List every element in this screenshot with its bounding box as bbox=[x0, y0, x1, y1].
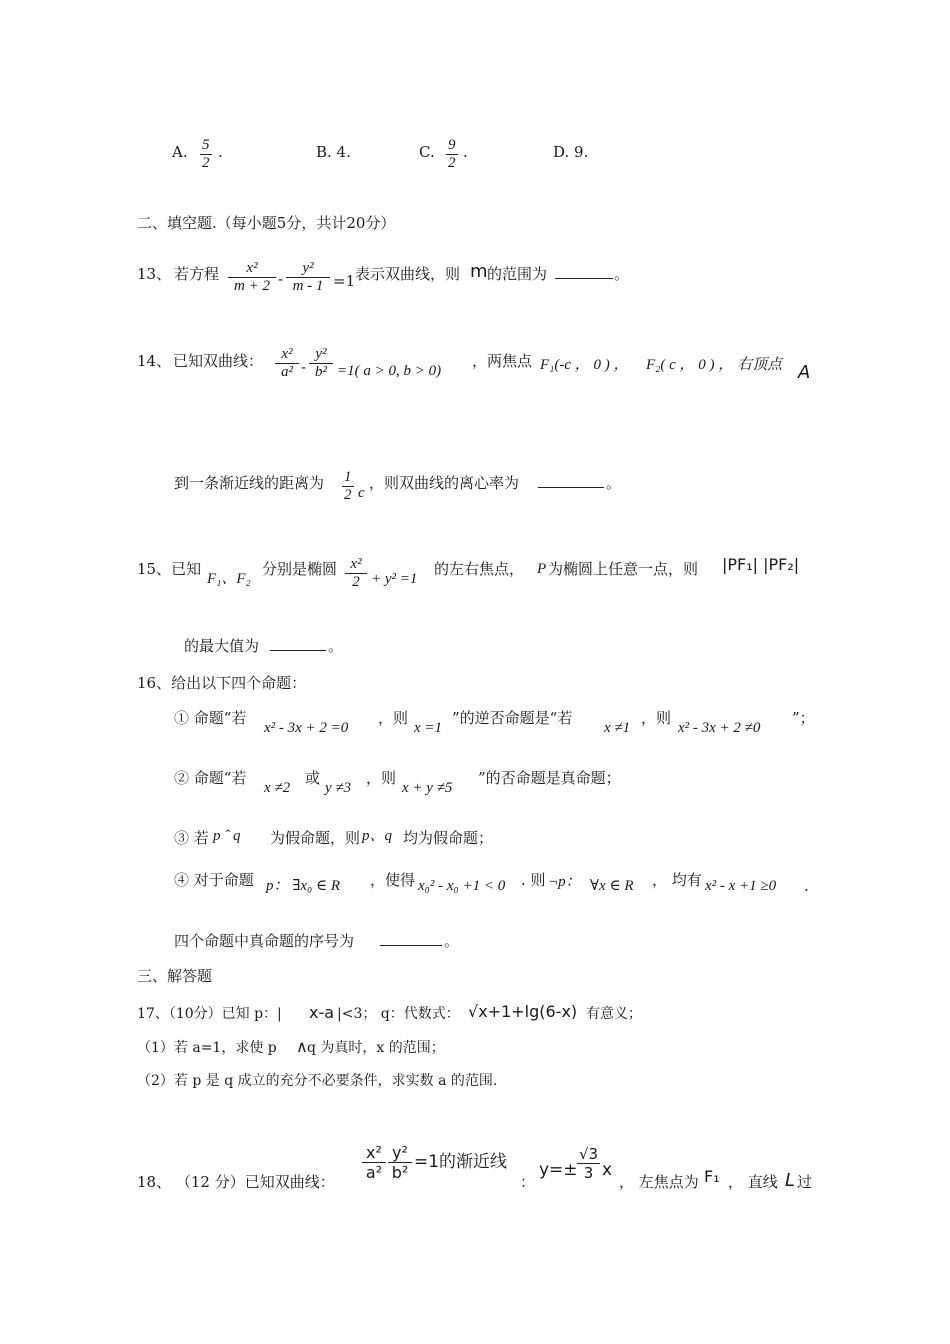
q13-post: 表示双曲线，则 bbox=[355, 265, 461, 283]
q16-item3-end: 均为假命题； bbox=[403, 829, 494, 847]
q18-asym-den: 3 bbox=[583, 1164, 594, 1182]
q18-frac2-den: b² bbox=[391, 1163, 409, 1182]
q17-expression: √x+1+lg(6-x) bbox=[468, 1002, 578, 1021]
q13-frac2-den: m - 1 bbox=[292, 278, 324, 294]
q14-frac1-num: x² bbox=[275, 346, 299, 364]
q16-footer-end: 。 bbox=[444, 932, 460, 950]
q16-item3-prefix: ③ 若 bbox=[174, 829, 209, 847]
option-d: D. 9. bbox=[553, 143, 589, 161]
q14-answer-blank[interactable] bbox=[538, 474, 604, 493]
q15-post: 的左右焦点， bbox=[434, 560, 525, 578]
q14-fraction-1 bbox=[275, 346, 299, 381]
q17-line2-prefix: （1）若 a=1，求使 p bbox=[137, 1040, 277, 1056]
q14-line2-prefix: 到一条渐近线的距离为 bbox=[174, 474, 325, 492]
q13-answer-blank[interactable] bbox=[555, 265, 613, 284]
q14-condition: =1( a > 0, b > 0) bbox=[337, 363, 442, 379]
q18-fraction-2 bbox=[388, 1143, 412, 1182]
q16-item4-mid: ，使得 bbox=[370, 871, 416, 889]
q15-line2: 的最大值为 bbox=[184, 637, 260, 655]
q18-mid: ， 左焦点为 bbox=[619, 1173, 699, 1191]
q18-frac2-num: y² bbox=[388, 1143, 412, 1163]
q16-item4-mid3: ， 均有 bbox=[652, 871, 702, 889]
q18-mid2: ， 直线 bbox=[728, 1173, 778, 1191]
q16-item4-prefix: ④ 对于命题 bbox=[174, 871, 254, 889]
q15-answer-blank[interactable] bbox=[270, 637, 326, 656]
q14-A: A bbox=[798, 362, 811, 383]
q13-frac1-num: x² bbox=[228, 260, 276, 278]
q18-F1: F₁ bbox=[704, 1167, 720, 1186]
q15-mid: 分别是椭圆 bbox=[262, 560, 338, 578]
q15-end: 。 bbox=[328, 637, 344, 655]
q16-item1-math1: x² - 3x + 2 =0 bbox=[264, 720, 349, 736]
q14-fraction-2 bbox=[309, 346, 333, 381]
q13-post2: 的范围为 bbox=[487, 265, 548, 283]
section-2-heading: 二、填空题.（每小题5分，共计20分） bbox=[137, 214, 396, 232]
q16-item4-math2: x₀² - x₀ +1 < 0 bbox=[418, 878, 506, 894]
q18-prefix: 18、 （12 分）已知双曲线： bbox=[137, 1173, 335, 1191]
q16-item2-prefix: ② 命题“若 bbox=[174, 769, 247, 787]
q16-item1-math4: x² - 3x + 2 ≠0 bbox=[678, 720, 761, 736]
q13-minus: - bbox=[278, 270, 284, 288]
q14-frac2-den: b² bbox=[315, 364, 327, 380]
q16-item1-end: ”； bbox=[792, 709, 815, 727]
q16-item2-math3: x + y ≠5 bbox=[402, 780, 453, 796]
q13-m: m bbox=[470, 261, 488, 282]
q16-item2-or: 或 bbox=[305, 769, 321, 787]
q14-c: c bbox=[358, 485, 365, 501]
q16-item1-mid3: ，则 bbox=[641, 709, 672, 727]
q14-frac2-num: y² bbox=[309, 346, 333, 364]
q17-line3: （2）若 p 是 q 成立的充分不必要条件，求实数 a 的范围. bbox=[137, 1073, 498, 1089]
q13-fraction-1 bbox=[228, 260, 276, 295]
option-c-denominator: 2 bbox=[448, 155, 456, 171]
q14-prefix: 已知双曲线： bbox=[173, 352, 264, 370]
q16-item3-math2: p、q bbox=[362, 828, 393, 844]
q16-item2-mid: ，则 bbox=[366, 769, 397, 787]
q16-item3-math: p ˆ q bbox=[213, 828, 241, 844]
option-a-label: A. bbox=[172, 143, 188, 161]
q18-frac1-den: a² bbox=[365, 1163, 383, 1182]
option-a-fraction bbox=[200, 137, 212, 172]
q13-end: 。 bbox=[614, 265, 630, 283]
q16-item1-prefix: ① 命题“若 bbox=[174, 709, 247, 727]
q14-number: 14、 bbox=[137, 352, 172, 370]
section-3-heading: 三、解答题 bbox=[137, 967, 213, 985]
q14-frac1-den: a² bbox=[281, 364, 293, 380]
q14-F1: F₁(-c ， 0 ) ， bbox=[540, 357, 629, 373]
q15-pf: |PF₁| |PF₂| bbox=[722, 555, 800, 574]
q16-item2-math2: y ≠3 bbox=[325, 780, 352, 796]
q16-item4-math5: x² - x +1 ≥0 bbox=[705, 878, 777, 894]
q17-line2-post: q 为真时，x 的范围； bbox=[307, 1040, 445, 1056]
q17-and-symbol: ∧ bbox=[296, 1037, 308, 1056]
option-a-numerator: 5 bbox=[202, 137, 210, 153]
q14-end: 。 bbox=[606, 474, 622, 492]
q16-item4-end: . bbox=[804, 877, 809, 895]
option-c-fraction bbox=[446, 137, 458, 172]
q18-eq: =1的渐近线 bbox=[414, 1152, 508, 1172]
q14-half-den: 2 bbox=[344, 487, 352, 503]
q14-half-fraction bbox=[342, 469, 354, 504]
q18-frac1-num: x² bbox=[362, 1143, 386, 1163]
q16-item1-mid: ，则 bbox=[378, 709, 409, 727]
q18-asym-num: √3 bbox=[579, 1145, 599, 1163]
q13-fraction-2 bbox=[286, 260, 330, 295]
option-b: B. 4. bbox=[316, 143, 351, 161]
q16-title: 16、给出以下四个命题： bbox=[137, 674, 307, 692]
q16-answer-blank[interactable] bbox=[380, 932, 442, 951]
q17-abs: x-a bbox=[309, 1003, 335, 1022]
q13-eq: =1 bbox=[333, 272, 356, 290]
q17-line1-post: 有意义； bbox=[586, 1006, 642, 1022]
q16-item4-math3: ¬p： bbox=[548, 874, 581, 890]
q15-number: 15、已知 bbox=[137, 560, 202, 578]
q13-prefix: 若方程 bbox=[174, 265, 220, 283]
q15-post2: 为椭圆上任意一点，则 bbox=[548, 560, 699, 578]
q17-line1-mid: |<3； q：代数式： bbox=[337, 1006, 460, 1022]
q18-L: L bbox=[785, 1170, 796, 1191]
q15-frac-num: x² bbox=[345, 556, 367, 574]
q16-item1-math2: x =1 bbox=[414, 720, 443, 736]
q16-item1-mid2: ”的逆否命题是“若 bbox=[452, 709, 573, 727]
q15-P: P bbox=[537, 561, 547, 577]
q13-frac1-den: m + 2 bbox=[234, 278, 270, 294]
q18-asymptote-x: x bbox=[602, 1160, 613, 1180]
q16-item2-math1: x ≠2 bbox=[264, 780, 291, 796]
q14-mid: ，两焦点 bbox=[472, 352, 533, 370]
q14-F2: F₂( c ， 0 ) ， 右顶点 bbox=[646, 357, 783, 373]
option-c-dot: . bbox=[463, 143, 468, 161]
q16-item2-end: ”的否命题是真命题； bbox=[478, 769, 621, 787]
q16-item4-mid2: . 则 bbox=[521, 871, 546, 889]
q16-item4-math1: p： ∃x₀ ∈ R bbox=[266, 878, 341, 894]
q18-fraction-1 bbox=[362, 1143, 386, 1182]
q16-item4-math4: ∀x ∈ R bbox=[590, 878, 634, 894]
q15-frac-den: 2 bbox=[352, 574, 360, 590]
option-c-label: C. bbox=[419, 143, 435, 161]
q14-minus: - bbox=[301, 358, 307, 376]
q15-F12: F₁、F₂ bbox=[207, 571, 251, 587]
q13-frac2-num: y² bbox=[286, 260, 330, 278]
q18-sep: ： bbox=[520, 1173, 536, 1191]
q16-item1-math3: x ≠1 bbox=[604, 720, 631, 736]
q18-asymptote-prefix: y=± bbox=[539, 1160, 578, 1180]
q16-footer: 四个命题中真命题的序号为 bbox=[174, 932, 355, 950]
q18-end: 过 bbox=[797, 1173, 813, 1191]
option-a-dot: . bbox=[218, 143, 223, 161]
q18-asymptote-fraction bbox=[577, 1145, 600, 1182]
q16-item3-mid: 为假命题，则 bbox=[270, 829, 361, 847]
q17-line1-prefix: 17、（10分）已知 p：| bbox=[137, 1006, 282, 1022]
q15-plus: + y² =1 bbox=[371, 571, 418, 587]
option-a-denominator: 2 bbox=[202, 155, 210, 171]
q13-number: 13、 bbox=[137, 265, 172, 283]
q14-half-num: 1 bbox=[344, 469, 352, 485]
q14-line2-post: ，则双曲线的离心率为 bbox=[369, 474, 520, 492]
q15-fraction bbox=[345, 556, 367, 591]
option-c-numerator: 9 bbox=[448, 137, 456, 153]
